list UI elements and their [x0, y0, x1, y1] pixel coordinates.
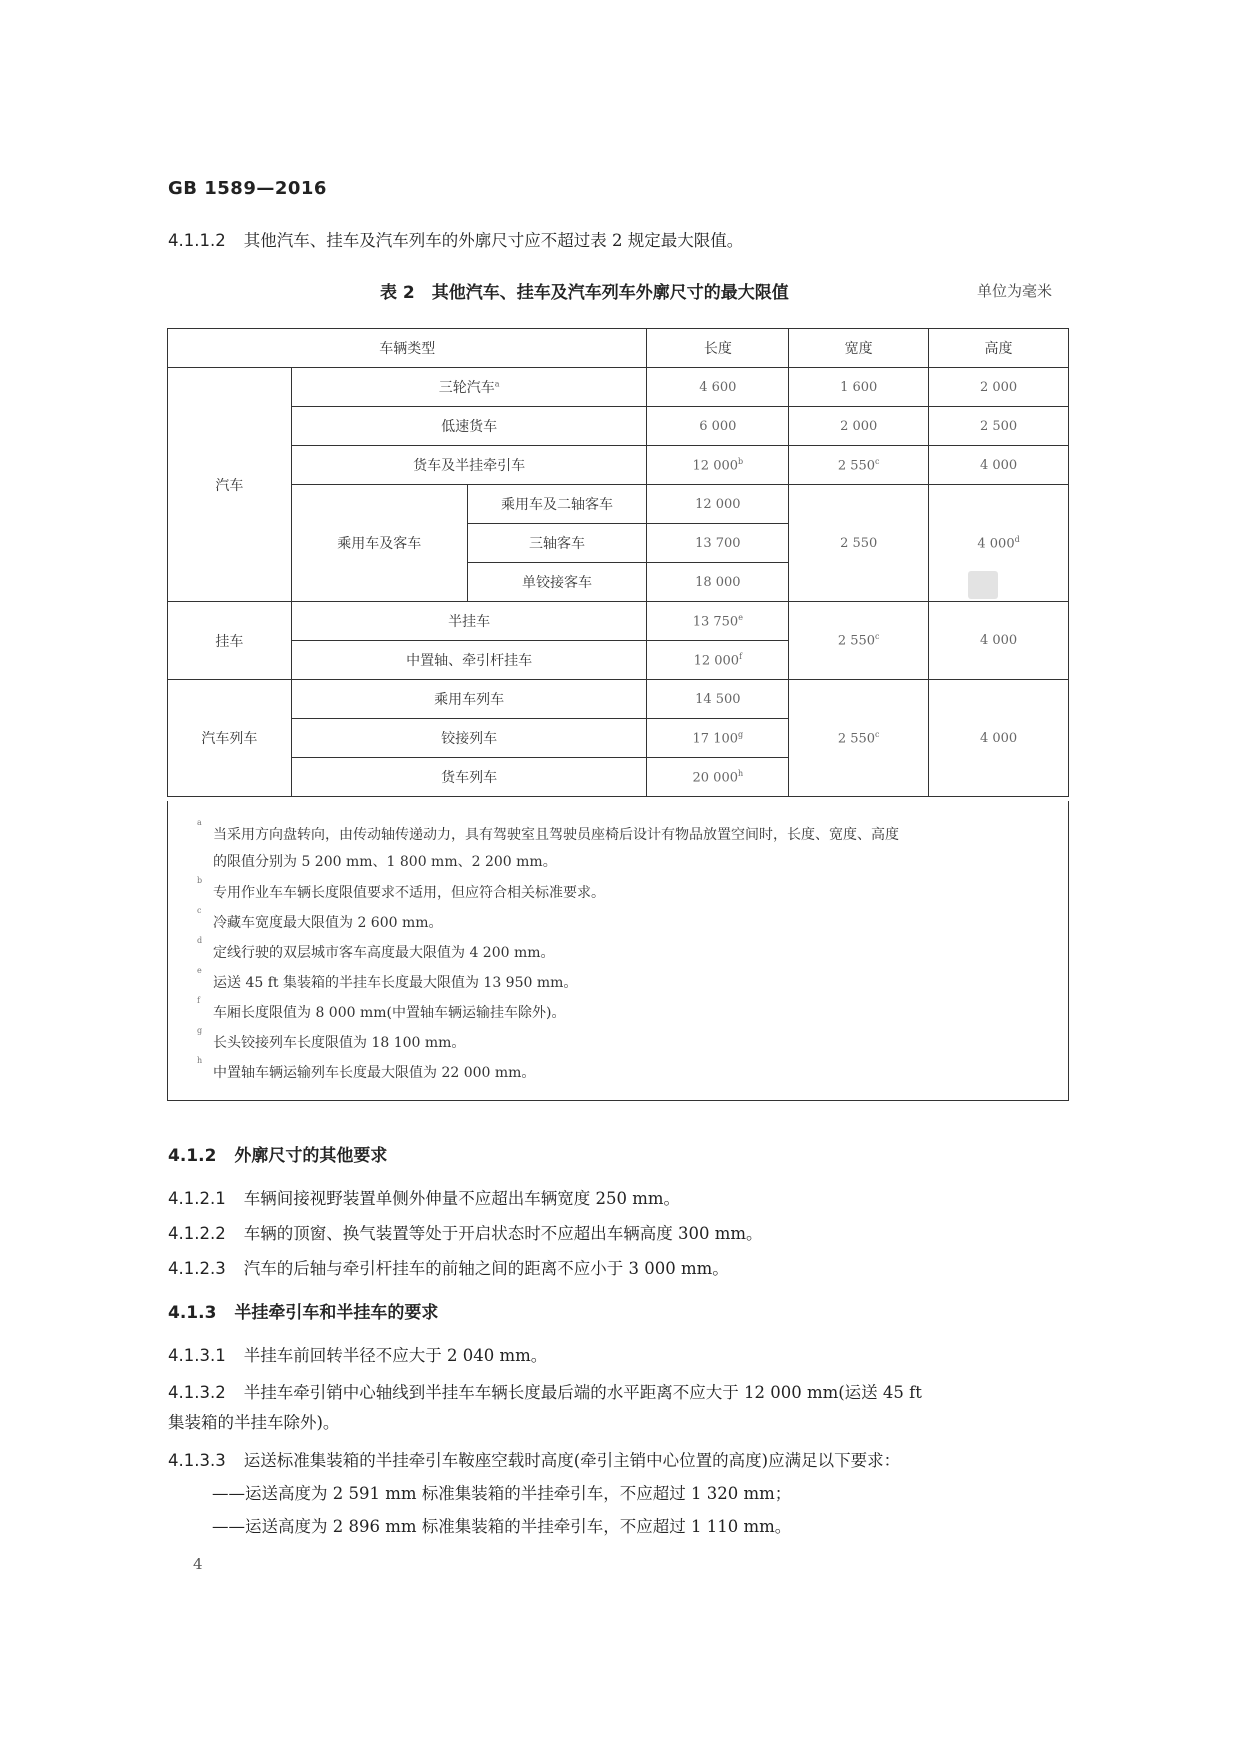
- cell-length: 6 000: [647, 407, 789, 446]
- row-label: 乘用车及二轴客车: [467, 485, 647, 524]
- clause-paragraph: 4.1.3.1 半挂车前回转半径不应大于 2 040 mm。: [168, 1346, 548, 1365]
- clause-number: 4.1.1.2: [168, 231, 226, 250]
- footnote: b 专用作业车车辆长度限值要求不适用，但应符合相关标准要求。: [197, 876, 605, 901]
- subgroup-passenger: 乘用车及客车: [291, 485, 467, 602]
- footnote: e 运送 45 ft 集装箱的半挂车长度最大限值为 13 950 mm。: [197, 966, 578, 991]
- row-label: 半挂车: [291, 602, 647, 641]
- row-label: 中置轴、牵引杆挂车: [291, 641, 647, 680]
- footnote: a 当采用方向盘转向，由传动轴传递动力，具有驾驶室且驾驶员座椅后设计有物品放置空间时，长度、宽度、高度: [197, 818, 899, 843]
- cell-length: 20 000$^h$: [647, 758, 789, 797]
- clause-paragraph: 4.1.2.2 车辆的顶窗、换气装置等处于开启状态时不应超出车辆高度 300 mm。: [168, 1224, 763, 1243]
- row-label: 低速货车: [291, 407, 647, 446]
- section-heading: 4.1.2 外廓尺寸的其他要求: [168, 1146, 388, 1166]
- clause-paragraph: 4.1.2.3 汽车的后轴与牵引杆挂车的前轴之间的距离不应小于 3 000 mm。: [168, 1259, 729, 1278]
- cell-width: 2 550: [789, 485, 929, 602]
- cell-length: 12 000$^b$: [647, 446, 789, 485]
- header-length: 长度: [647, 329, 789, 368]
- cell-length: 12 000: [647, 485, 789, 524]
- table-footnotes: [167, 801, 1069, 1101]
- cell-length: 13 700: [647, 524, 789, 563]
- cell-height: 2 000: [929, 368, 1069, 407]
- section-heading: 4.1.3 半挂牵引车和半挂车的要求: [168, 1303, 439, 1323]
- group-train: 汽车列车: [168, 680, 292, 797]
- header-type: 车辆类型: [168, 329, 647, 368]
- row-label: 乘用车列车: [291, 680, 647, 719]
- footnote: f 车厢长度限值为 8 000 mm(中置轴车辆运输挂车除外)。: [197, 996, 566, 1021]
- cell-height: 4 000: [929, 446, 1069, 485]
- row-label: 铰接列车: [291, 719, 647, 758]
- row-label: 三轴客车: [467, 524, 647, 563]
- table-header-row: [168, 329, 1069, 368]
- table-caption: 表 2 其他汽车、挂车及汽车列车外廓尺寸的最大限值: [380, 283, 789, 303]
- row-label: 单铰接客车: [467, 563, 647, 602]
- table-row: [168, 368, 1069, 407]
- cell-width: 2 000: [789, 407, 929, 446]
- cell-width: 1 600: [789, 368, 929, 407]
- standard-code: GB 1589—2016: [168, 178, 327, 199]
- cell-height: 4 000: [929, 680, 1069, 797]
- clause-paragraph-continued: 集装箱的半挂车除外)。: [168, 1413, 340, 1432]
- cell-width: 2 550$^c$: [789, 446, 929, 485]
- footnote: 的限值分别为 5 200 mm、1 800 mm、2 200 mm。: [213, 854, 557, 870]
- cell-width: 2 550$^c$: [789, 680, 929, 797]
- clause-text: 其他汽车、挂车及汽车列车的外廓尺寸应不超过表 2 规定最大限值。: [243, 231, 744, 250]
- cell-height: 4 000: [929, 602, 1069, 680]
- page-number: 4: [193, 1555, 203, 1573]
- row-label: 货车及半挂牵引车: [291, 446, 647, 485]
- row-label: 三轮汽车$^a$: [291, 368, 647, 407]
- clause-paragraph: 4.1.2.1 车辆间接视野装置单侧外伸量不应超出车辆宽度 250 mm。: [168, 1189, 681, 1208]
- intro-paragraph: [168, 228, 743, 254]
- header-width: 宽度: [789, 329, 929, 368]
- cell-height: 2 500: [929, 407, 1069, 446]
- list-item: ——运送高度为 2 591 mm 标准集装箱的半挂牵引车，不应超过 1 320 mm；: [212, 1484, 792, 1503]
- footnote: c 冷藏车宽度最大限值为 2 600 mm。: [197, 906, 443, 931]
- table-unit: 单位为毫米: [977, 282, 1053, 300]
- table-row: [168, 446, 1069, 485]
- group-trailer: 挂车: [168, 602, 292, 680]
- footnote: h 中置轴车辆运输列车长度最大限值为 22 000 mm。: [197, 1056, 536, 1081]
- clause-paragraph: 4.1.3.3 运送标准集装箱的半挂牵引车鞍座空载时高度(牵引主销中心位置的高度)应满足以下要求：: [168, 1451, 901, 1470]
- table-row: [168, 485, 1069, 524]
- table-row: [168, 407, 1069, 446]
- header-height: 高度: [929, 329, 1069, 368]
- cell-length: 13 750e: [647, 602, 789, 641]
- cell-length: 17 100$^g$: [647, 719, 789, 758]
- cell-height: 4 000$^d$: [929, 485, 1069, 602]
- table-row: [168, 680, 1069, 719]
- table-row: [168, 602, 1069, 641]
- cell-length: 18 000: [647, 563, 789, 602]
- cell-length: 12 000$^f$: [647, 641, 789, 680]
- cell-length: 14 500: [647, 680, 789, 719]
- scan-smudge: [968, 571, 998, 599]
- clause-paragraph: 4.1.3.2 半挂车牵引销中心轴线到半挂车车辆长度最后端的水平距离不应大于 12 000 mm(运送 45 ft: [168, 1383, 922, 1402]
- group-car: 汽车: [168, 368, 292, 602]
- cell-width: 2 550$^c$: [789, 602, 929, 680]
- footnote: d 定线行驶的双层城市客车高度最大限值为 4 200 mm。: [197, 936, 555, 961]
- list-item: ——运送高度为 2 896 mm 标准集装箱的半挂牵引车，不应超过 1 110 mm。: [212, 1517, 792, 1536]
- dimensions-table: [167, 328, 1069, 797]
- row-label: 货车列车: [291, 758, 647, 797]
- footnote: g 长头铰接列车长度限值为 18 100 mm。: [197, 1026, 466, 1051]
- cell-length: 4 600: [647, 368, 789, 407]
